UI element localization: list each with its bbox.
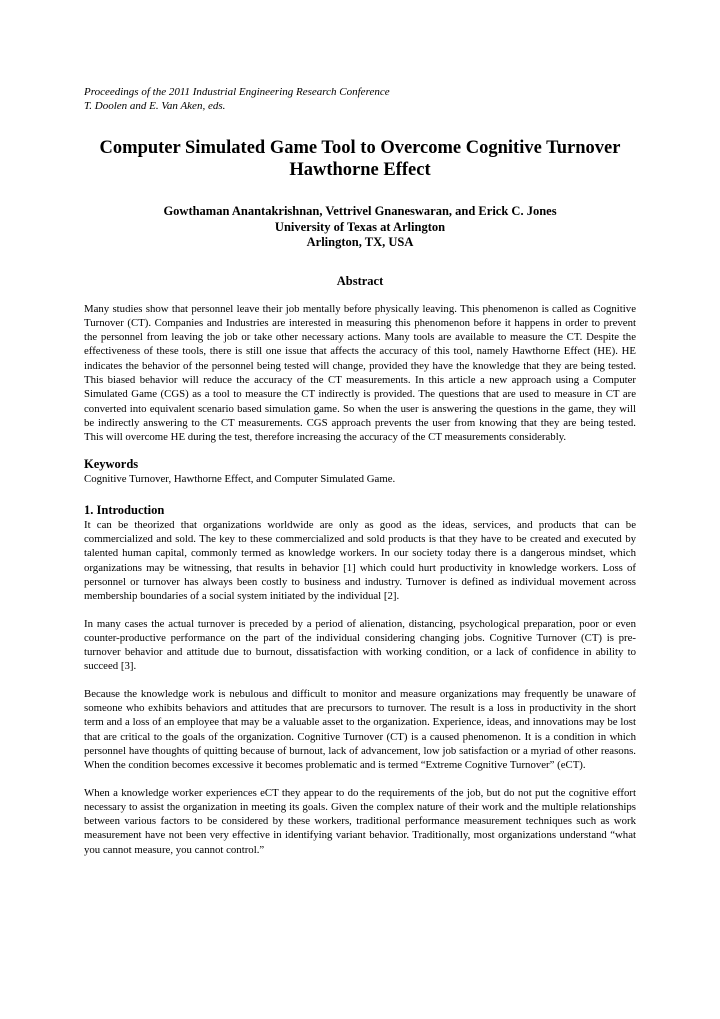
introduction-paragraph: When a knowledge worker experiences eCT they appear to do the requirements of the job, but do not put the cognitive effort necessary to assist the organization in meeting its goals. Given the complex nature of their work and the multiple relationships between various factors to be considered by these workers, traditional performance measurement techniques such as work measurement have not been very effective in identifying variant behavior. Traditionally, most organizations understand “what you cannot measure, you cannot control.” xyxy=(84,786,636,856)
paper-title xyxy=(84,137,636,181)
keywords-heading: Keywords xyxy=(84,457,139,472)
introduction-heading: 1. Introduction xyxy=(84,502,165,517)
proceedings-header xyxy=(84,85,636,113)
keywords-text: Cognitive Turnover, Hawthorne Effect, and Computer Simulated Game. xyxy=(84,473,396,486)
author-names: Gowthaman Anantakrishnan, Vettrivel Gnaneswaran, and Erick C. Jones xyxy=(163,204,557,218)
proceedings-line-2: T. Doolen and E. Van Aken, eds. xyxy=(84,100,226,112)
author-block xyxy=(84,204,636,251)
abstract-text: Many studies show that personnel leave their job mentally before physically leaving. This phenomenon is called as Cognitive Turnover (CT). Companies and Industries are interested in measuring this phenomenon before it happens in order to prevent the personnel from leaving the job or take other necessary actions. Many tools are available to measure the CT. Despite the effectiveness of these tools, there is still one issue that affects the accuracy of this tool, namely Hawthorne Effect (HE). HE indicates the behavior of the personnel being tested will change, provided they have the knowledge that they are being tested. This biased behavior will reduce the accuracy of the CT measurements. In this article a new approach using a Computer Simulated Game (CGS) as a tool to measure the CT indirectly is provided. The questions that are used to measure in CT are converted into equivalent scenario based simulation game. So when the user is answering the questions in the game, they will be indirectly answering to the CT measurements. CGS approach prevents the user from knowing that they are being tested. This will overcome HE during the test, therefore increasing the accuracy of the CT measurements considerably. xyxy=(84,302,636,444)
paper-title-line-1: Computer Simulated Game Tool to Overcome Cognitive Turnover xyxy=(99,138,621,158)
author-location: Arlington, TX, USA xyxy=(306,235,414,249)
author-affiliation: University of Texas at Arlington xyxy=(274,219,446,234)
introduction-paragraph: In many cases the actual turnover is preceded by a period of alienation, distancing, psychological preparation, poor or even counter-productive performance on the part of the individual considering changing jobs. Cognitive Turnover (CT) is pre-turnover behavior and attitude due to burnout, dissatisfaction with working condition, or a lack of confidence in ability to succeed [3]. xyxy=(84,617,636,673)
abstract-heading: Abstract xyxy=(336,273,384,288)
paper-title-line-2: Hawthorne Effect xyxy=(289,160,431,180)
proceedings-line-1: Proceedings of the 2011 Industrial Engineering Research Conference xyxy=(84,86,390,98)
introduction-paragraph: Because the knowledge work is nebulous and difficult to monitor and measure organizations may frequently be unaware of someone who exhibits behaviors and attitudes that are precursors to turnover. The result is a loss in productivity in the short term and a loss of an employee that may be a valuable asset to the organization. Experience, ideas, and innovations may be lost that are critical to the goals of the organization. Cognitive Turnover (CT) is a caused phenomenon. It is a condition in which personnel have thoughts of quitting because of burnout, lack of advancement, low job satisfaction or a myriad of other reasons. When the condition becomes excessive it becomes problematic and is termed “Extreme Cognitive Turnover” (eCT). xyxy=(84,687,636,772)
introduction-paragraph: It can be theorized that organizations worldwide are only as good as the ideas, services, and products that can be commercialized and sold. The key to these commercialized and sold products is that they have to be created and executed by talented human capital, commonly termed as knowledge workers. In our society today there is a dangerous mindset, which organizations may be witnessing, that results in behavior [1] which could hurt productivity in knowledge workers. Loss of personnel or turnover has always been costly to business and industry. Turnover is defined as individual movement across membership boundaries of a social system initiated by the individual [2]. xyxy=(84,518,636,603)
